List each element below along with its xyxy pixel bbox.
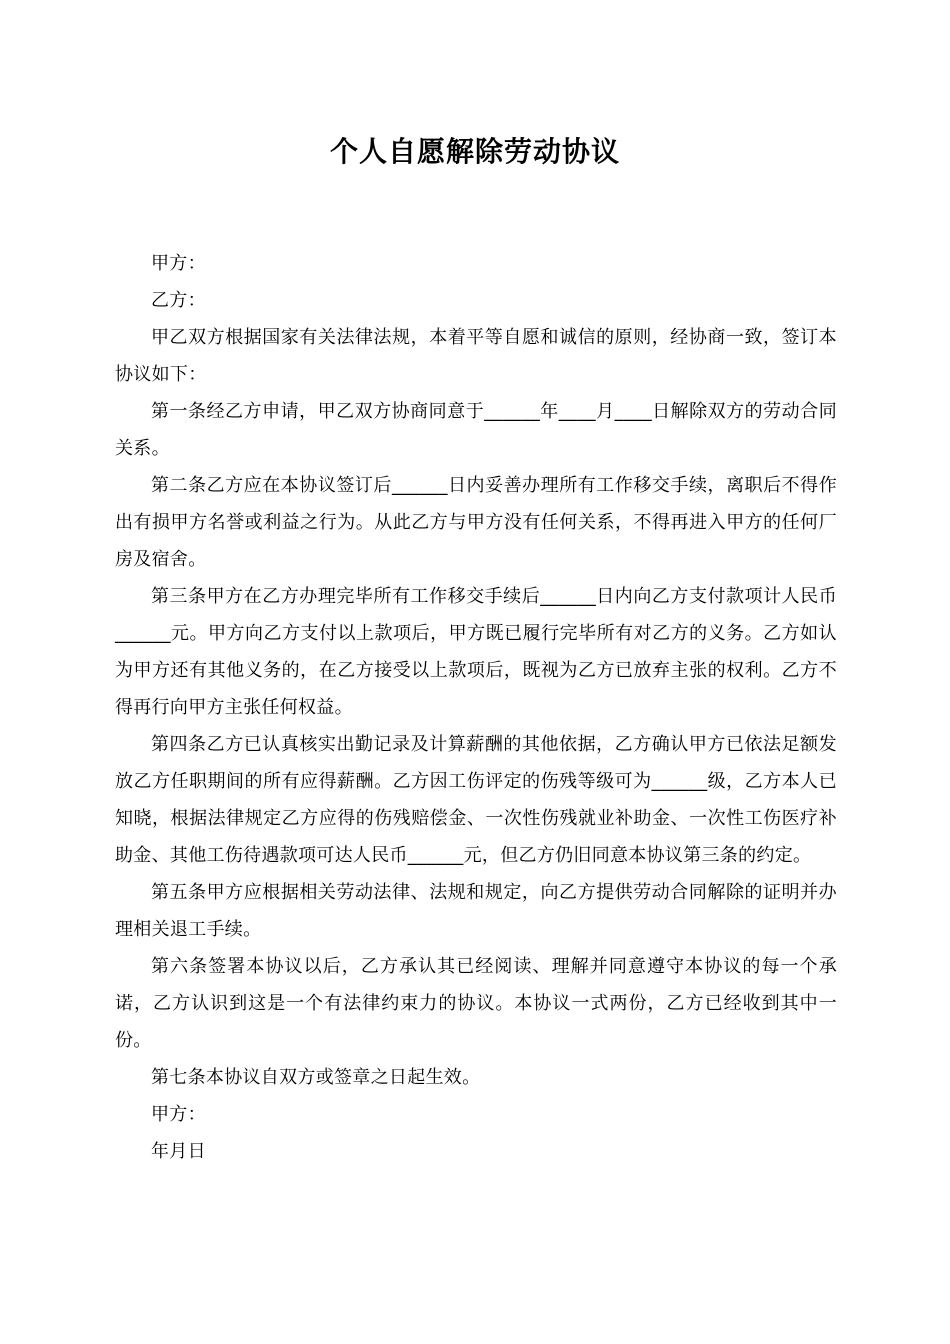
article-6-paragraph: 第六条签署本协议以后，乙方承认其已经阅读、理解并同意遵守本协议的每一个承诺，乙方认识到这是一个有法律约束力的协议。本协议一式两份，乙方已经收到其中一份。 <box>115 956 837 1051</box>
party-b-label: 乙方： <box>151 290 206 311</box>
article-3-paragraph: 第三条甲方在乙方办理完毕所有工作移交手续后______日内向乙方支付款项计人民币______元。甲方向乙方支付以上款项后，甲方既已履行完毕所有对乙方的义务。乙方如认为甲方还有其他义务的，在乙方接受以上款项后，既视为乙方已放弃主张的权利。乙方不得再行向甲方主张任何权益。 <box>115 586 837 718</box>
document-body <box>115 245 837 1170</box>
article-7-paragraph: 第七条本协议自双方或签章之日起生效。 <box>151 1067 481 1088</box>
document-title: 个人自愿解除劳动协议 <box>329 135 620 168</box>
article-2-paragraph: 第二条乙方应在本协议签订后______日内妥善办理所有工作移交手续，离职后不得作出有损甲方名誉或利益之行为。从此乙方与甲方没有任何关系，不得再进入甲方的任何厂房及宿舍。 <box>115 475 837 570</box>
preamble-paragraph: 甲乙双方根据国家有关法律法规，本着平等自愿和诚信的原则，经协商一致，签订本协议如下： <box>115 327 837 385</box>
article-4-paragraph: 第四条乙方已认真核实出勤记录及计算薪酬的其他依据，乙方确认甲方已依法足额发放乙方任职期间的所有应得薪酬。乙方因工伤评定的伤残等级可为______级，乙方本人已知晓，根据法律规定乙方应得的伤残赔偿金、一次性伤残就业补助金、一次性工伤医疗补助金、其他工伤待遇款项可达人民币______元，但乙方仍旧同意本协议第三条的约定。 <box>115 734 837 866</box>
article-1-paragraph: 第一条经乙方申请，甲乙双方协商同意于______年____月____日解除双方的劳动合同关系。 <box>115 401 837 459</box>
signature-party-a-label: 甲方： <box>151 1104 206 1125</box>
signature-date-label: 年月日 <box>151 1141 206 1162</box>
party-a-label: 甲方： <box>151 253 206 274</box>
article-5-paragraph: 第五条甲方应根据相关劳动法律、法规和规定，向乙方提供劳动合同解除的证明并办理相关退工手续。 <box>115 882 837 940</box>
